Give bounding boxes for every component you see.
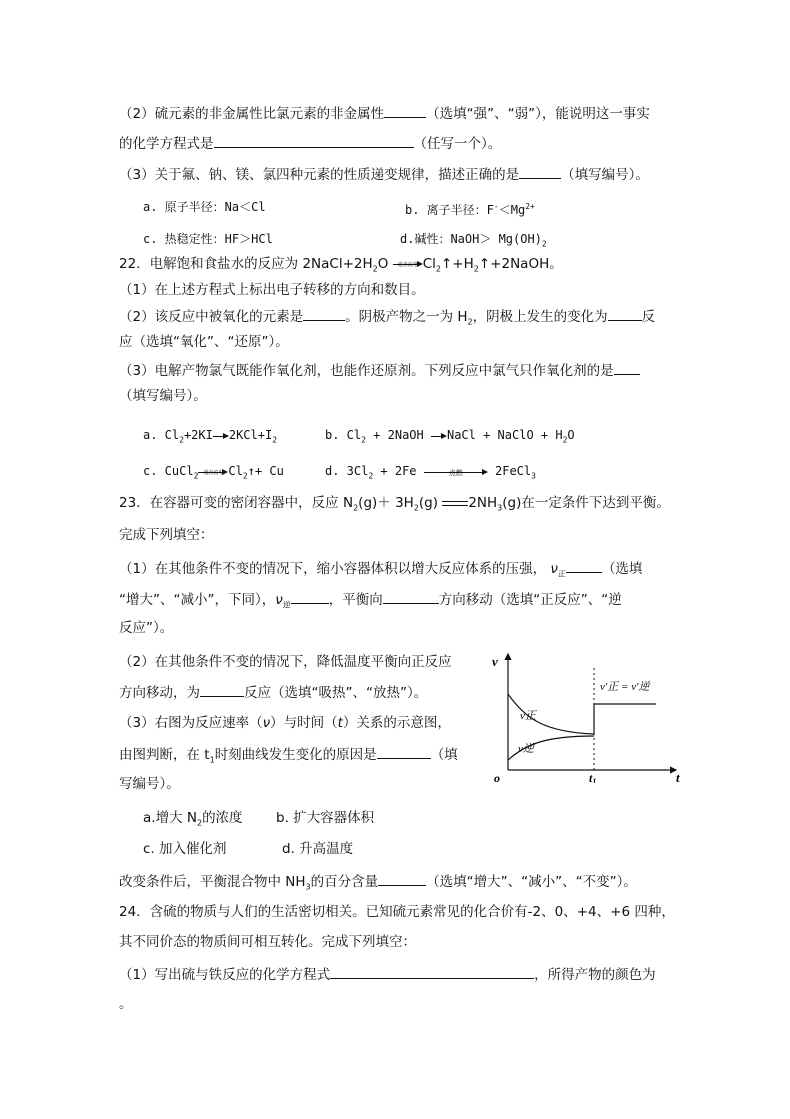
answer-blank[interactable] bbox=[378, 871, 426, 886]
q23-option-c: c. 加入催化剂 bbox=[143, 841, 227, 857]
q22-part3-line2: （填写编号）。 bbox=[119, 388, 207, 404]
reaction-arrow bbox=[213, 430, 229, 442]
answer-blank[interactable] bbox=[291, 589, 329, 604]
q21-option-c: c. 热稳定性：HF＞HCl bbox=[143, 232, 273, 246]
origin-label: o bbox=[494, 771, 500, 783]
q21-part2-line2: 的化学方程式是 （任写一个）。 bbox=[119, 133, 501, 154]
q24-part1-line2: 。 bbox=[119, 996, 133, 1012]
reaction-arrow: 通直流电 bbox=[198, 466, 228, 478]
q23-part1-line2: “增大”、“减小”，下同），$\nu_逆$ ，平衡向 方向移动（选填“正反应”、“逆 bbox=[119, 589, 622, 616]
answer-blank[interactable] bbox=[200, 682, 244, 697]
q23-heading-line2: 完成下列填空： bbox=[119, 527, 214, 543]
q21-part2-line1: （2）硫元素的非金属性比氯元素的非金属性 （选填“强”、“弱”），能说明这一事实 bbox=[119, 103, 650, 124]
q21-part3: （3）关于氟、钠、镁、氯四种元素的性质递变规律，描述正确的是 （填写编号）。 bbox=[119, 164, 649, 185]
q22-part2-line2: 应（选填“氧化”、“还原”）。 bbox=[119, 334, 289, 350]
q21-option-a: a. 原子半径：Na＜Cl bbox=[143, 200, 266, 214]
q23-part3-line2: 由图判断，在 $t_1$时刻曲线发生变化的原因是 （填 bbox=[119, 744, 458, 771]
answer-blank[interactable] bbox=[614, 360, 640, 375]
q23-part2-line1: （2）在其他条件不变的情况下，降低温度平衡向正反应 bbox=[119, 654, 452, 670]
answer-blank[interactable] bbox=[214, 133, 414, 148]
q21-option-d: d.碱性：NaOH＞ $Mg(OH)_2$ bbox=[400, 232, 547, 249]
q23-heading: 23．在容器可变的密闭容器中，反应 $N_2(g)+ 3H_2(g)$ $2NH_3(g)$在一定条件下达到平衡。 bbox=[119, 495, 670, 513]
reaction-arrow: 通直流电 bbox=[393, 258, 423, 270]
q22-part1: （1）在上述方程式上标出电子转移的方向和数目。 bbox=[119, 282, 425, 298]
q23-part3-line1: （3）右图为反应速率（ν）与时间（t）关系的示意图， bbox=[119, 715, 451, 731]
v-reverse-label: v逆 bbox=[518, 743, 534, 755]
q23-option-d: d. 升高温度 bbox=[282, 841, 354, 857]
q21-option-b: b. 离子半径：$F^-<Mg^{2+}$ bbox=[405, 202, 535, 217]
q23-part2-line2: 方向移动，为 反应（选填“吸热”、“放热”）。 bbox=[119, 682, 427, 703]
reaction-arrow bbox=[431, 430, 447, 442]
q22-option-d: d. $3Cl_2 + 2Fe$ 点燃 2FeCl$_3$ bbox=[325, 464, 536, 481]
answer-blank[interactable] bbox=[608, 306, 642, 321]
answer-blank[interactable] bbox=[383, 589, 439, 604]
q23-part1-line3: 反应”）。 bbox=[119, 620, 174, 636]
reaction-arrow: 点燃 bbox=[424, 466, 488, 478]
q22-heading: 22．电解饱和食盐水的反应为 $2NaCl+2H_2O$ 通直流电 $Cl_2↑+H_2↑+2NaOH$。 bbox=[119, 256, 563, 274]
y-axis-label: v bbox=[492, 654, 498, 669]
answer-blank[interactable] bbox=[519, 164, 561, 179]
t1-label: t1 bbox=[589, 771, 597, 783]
q22-option-a: a. $Cl_2+2KI$ $2KCl+I_2$ bbox=[143, 428, 278, 445]
q23-option-b: b. 扩大容器体积 bbox=[276, 810, 375, 826]
answer-blank[interactable] bbox=[330, 964, 534, 979]
q23-part3-line3: 写编号）。 bbox=[119, 776, 180, 792]
answer-blank[interactable] bbox=[384, 103, 426, 118]
q24-heading-line1: 24．含硫的物质与人们的生活密切相关。已知硫元素常见的化合价有-2、0、+4、+6 四种， bbox=[119, 904, 675, 920]
answer-blank[interactable] bbox=[566, 558, 602, 573]
q23-after: 改变条件后，平衡混合物中 $NH_3$的百分含量 （选填“增大”、“减小”、“不变”）。 bbox=[119, 871, 637, 898]
rate-time-graph bbox=[486, 648, 686, 783]
q22-part2-line1: （2）该反应中被氧化的元素是 。阴极产物之一为 $H_2$，阴极上发生的变化为 反 bbox=[119, 306, 655, 333]
v-forward-label: v正 bbox=[520, 710, 536, 722]
q24-part1-line1: （1）写出硫与铁反应的化学方程式 ，所得产物的颜色为 bbox=[119, 964, 656, 985]
equal-rates-label: v′正 = v′逆 bbox=[600, 681, 650, 693]
answer-blank[interactable] bbox=[303, 306, 345, 321]
x-axis-label: t bbox=[676, 770, 680, 783]
q23-option-a: a.增大 $N_2$的浓度 bbox=[143, 810, 243, 828]
q22-part3-line1: （3）电解产物氯气既能作氧化剂，也能作还原剂。下列反应中氯气只作氧化剂的是 bbox=[119, 360, 640, 381]
q24-heading-line2: 其不同价态的物质间可相互转化。完成下列填空： bbox=[119, 934, 416, 950]
answer-blank[interactable] bbox=[377, 744, 431, 759]
q22-option-c: c. CuCl$_2$ 通直流电 $Cl_2↑+ Cu$ bbox=[143, 464, 284, 481]
q23-part1-line1: （1）在其他条件不变的情况下，缩小容器体积以增大反应体系的压强， $\nu_正$ （选填 bbox=[119, 558, 642, 585]
equilibrium-arrow bbox=[442, 498, 468, 508]
q22-option-b: b. $Cl_2$ + 2NaOH NaCl + NaClO + $H_2O$ bbox=[325, 428, 575, 445]
